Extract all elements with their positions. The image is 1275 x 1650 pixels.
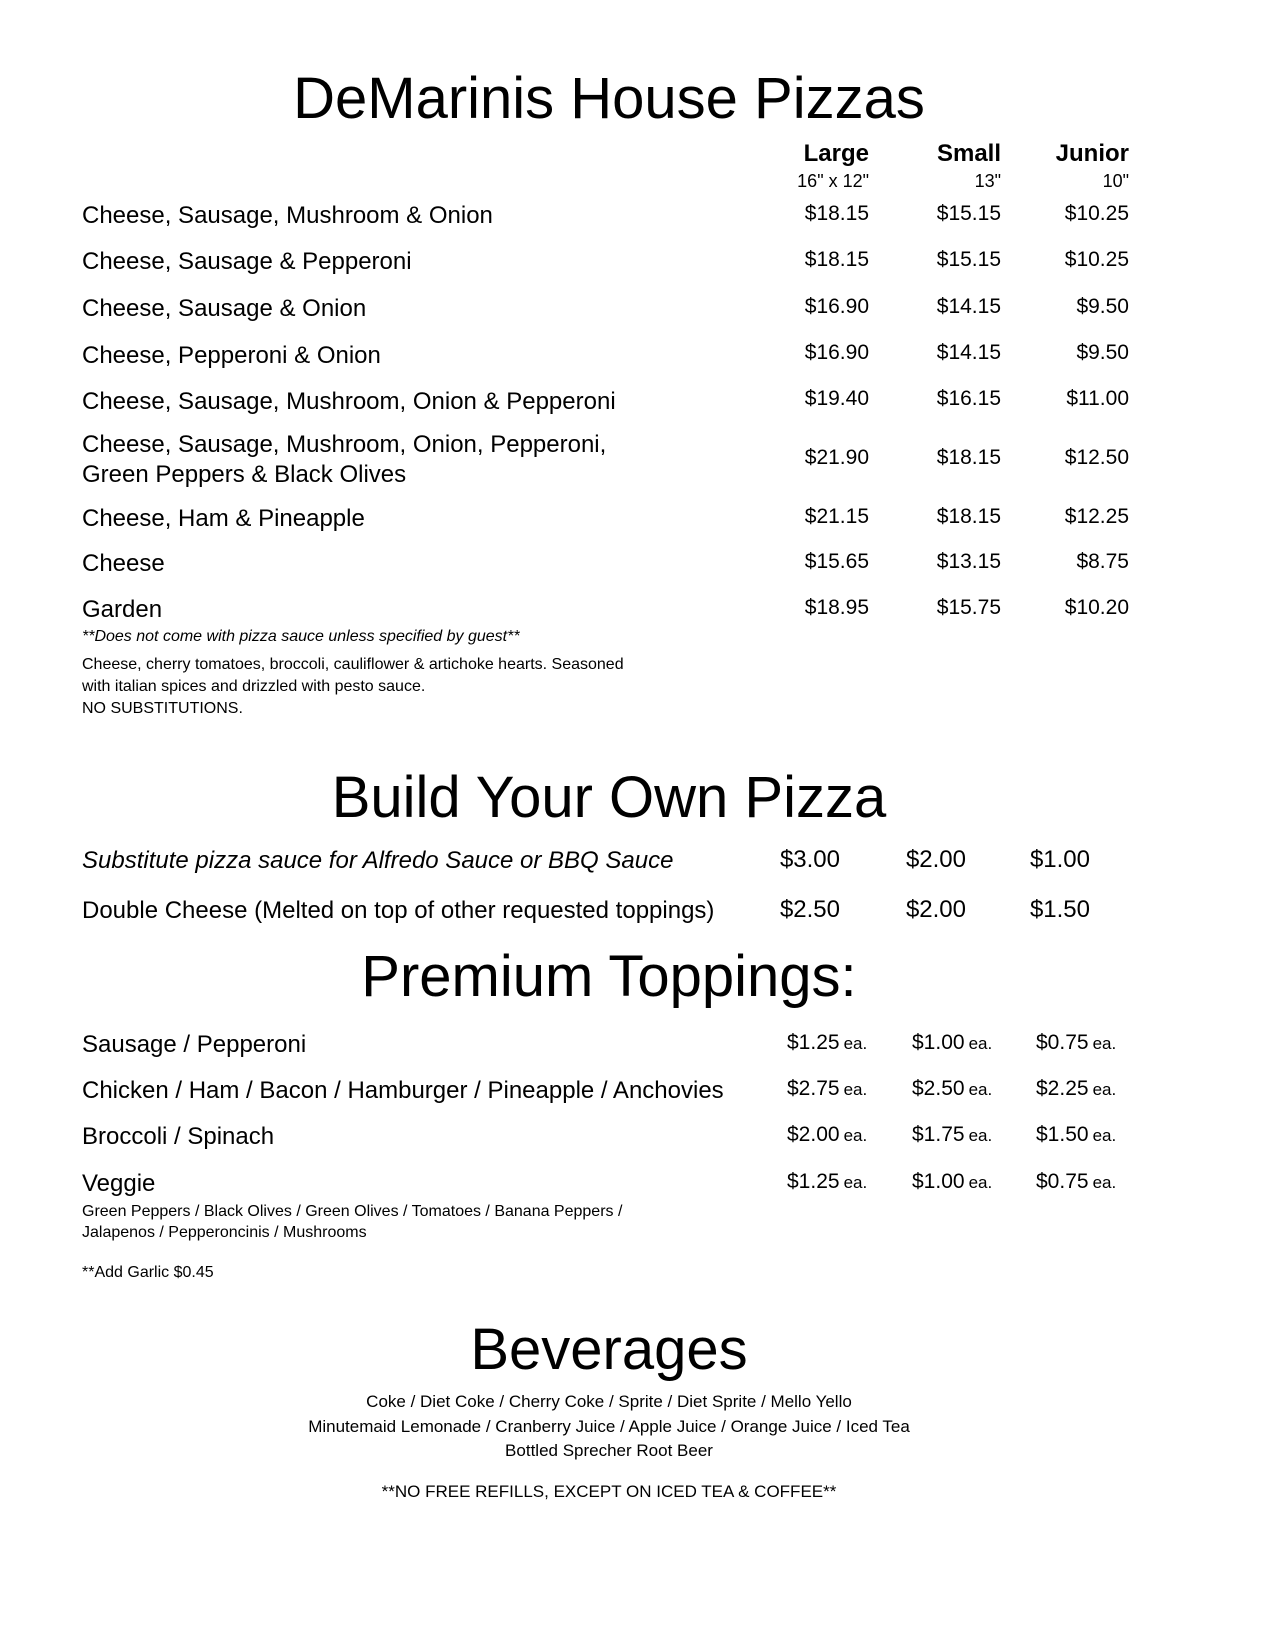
size-header-junior: Junior [1055, 140, 1129, 167]
topping-price-junior: $0.75 ea. [1036, 1031, 1117, 1054]
garden-no-substitutions: NO SUBSTITUTIONS. [82, 700, 243, 717]
topping-name: Sausage / Pepperoni [82, 1031, 307, 1058]
price-junior: $1.50 [1029, 896, 1090, 923]
veggie-list: Jalapenos / Pepperoncinis / Mushrooms [82, 1224, 367, 1241]
topping-price-large: $1.25 ea. [787, 1170, 868, 1193]
price-large: $16.90 [804, 341, 869, 364]
refill-note: **NO FREE REFILLS, EXCEPT ON ICED TEA & COFFEE** [381, 1482, 837, 1501]
price-large: $21.90 [804, 446, 869, 469]
price-small: $13.15 [936, 550, 1001, 573]
size-header-small: Small [936, 140, 1001, 167]
price-junior: $12.50 [1064, 446, 1129, 469]
price-small: $14.15 [936, 341, 1001, 364]
menu-item-name: Cheese [82, 550, 165, 577]
beverage-list: Minutemaid Lemonade / Cranberry Juice / Apple Juice / Orange Juice / Iced Tea [308, 1417, 910, 1436]
topping-price-small: $1.00 ea. [912, 1031, 993, 1054]
price-small: $2.00 [905, 896, 966, 923]
topping-price-small: $1.00 ea. [912, 1170, 993, 1193]
menu-item-name: Cheese, Sausage & Pepperoni [82, 248, 412, 275]
price-large: $16.90 [804, 295, 869, 318]
size-dims-junior: 10" [1102, 171, 1129, 191]
price-large: $18.15 [804, 248, 869, 271]
price-small: $15.75 [936, 596, 1001, 619]
price-large: $18.15 [804, 202, 869, 225]
menu-item-name-cont: Green Peppers & Black Olives [82, 461, 407, 488]
price-large: $18.95 [804, 596, 869, 619]
veggie-list: Green Peppers / Black Olives / Green Olives / Tomatoes / Banana Peppers / [82, 1203, 623, 1220]
price-junior: $10.25 [1064, 202, 1129, 225]
price-large: $21.15 [804, 505, 869, 528]
price-junior: $11.00 [1066, 387, 1129, 410]
size-dims-small: 13" [974, 171, 1001, 191]
menu-item-name: Cheese, Ham & Pineapple [82, 505, 365, 532]
price-small: $14.15 [936, 295, 1001, 318]
price-large: $3.00 [779, 846, 840, 873]
topping-name: Chicken / Ham / Bacon / Hamburger / Pineapple / Anchovies [82, 1077, 724, 1104]
menu-item-name: Cheese, Sausage & Onion [82, 295, 367, 322]
topping-price-junior: $1.50 ea. [1036, 1123, 1117, 1146]
byo-double-cheese: Double Cheese (Melted on top of other requested toppings) [82, 897, 715, 924]
topping-price-large: $2.75 ea. [787, 1077, 868, 1100]
size-dims-large: 16" x 12" [797, 171, 869, 191]
menu-item-name: Cheese, Sausage, Mushroom, Onion & Pepperoni [82, 388, 616, 415]
price-small: $18.15 [936, 446, 1001, 469]
price-junior: $12.25 [1064, 505, 1129, 528]
topping-price-junior: $0.75 ea. [1036, 1170, 1117, 1193]
price-large: $2.50 [779, 896, 840, 923]
beverages-title: Beverages [470, 1317, 748, 1382]
price-small: $15.15 [936, 202, 1001, 225]
house-pizzas-title: DeMarinis House Pizzas [293, 66, 925, 131]
price-junior: $10.25 [1064, 248, 1129, 271]
menu-item-name: Cheese, Pepperoni & Onion [82, 342, 381, 369]
price-junior: $9.50 [1076, 341, 1129, 364]
price-small: $2.00 [905, 846, 966, 873]
premium-toppings-title: Premium Toppings: [361, 944, 857, 1009]
menu-item-name: Cheese, Sausage, Mushroom & Onion [82, 202, 493, 229]
topping-price-small: $1.75 ea. [912, 1123, 993, 1146]
menu-item-name: Cheese, Sausage, Mushroom, Onion, Pepperoni, [82, 431, 607, 458]
beverage-list: Bottled Sprecher Root Beer [505, 1441, 713, 1460]
build-your-own-title: Build Your Own Pizza [331, 765, 887, 830]
price-large: $15.65 [804, 550, 869, 573]
garden-sauce-note: **Does not come with pizza sauce unless specified by guest** [82, 628, 520, 645]
price-small: $16.15 [936, 387, 1001, 410]
price-small: $15.15 [936, 248, 1001, 271]
byo-sauce-substitute: Substitute pizza sauce for Alfredo Sauce or BBQ Sauce [82, 847, 674, 874]
topping-price-large: $2.00 ea. [787, 1123, 868, 1146]
price-small: $18.15 [936, 505, 1001, 528]
price-junior: $9.50 [1076, 295, 1129, 318]
topping-name: Veggie [82, 1170, 156, 1197]
add-garlic-note: **Add Garlic $0.45 [82, 1264, 214, 1281]
topping-price-junior: $2.25 ea. [1036, 1077, 1117, 1100]
size-header-large: Large [803, 140, 869, 167]
price-junior: $8.75 [1076, 550, 1129, 573]
garden-description: with italian spices and drizzled with pesto sauce. [82, 678, 426, 695]
menu-item-name: Garden [82, 596, 163, 623]
topping-price-small: $2.50 ea. [912, 1077, 993, 1100]
beverage-list: Coke / Diet Coke / Cherry Coke / Sprite / Diet Sprite / Mello Yello [366, 1392, 852, 1411]
price-junior: $1.00 [1029, 846, 1090, 873]
topping-price-large: $1.25 ea. [787, 1031, 868, 1054]
topping-name: Broccoli / Spinach [82, 1123, 275, 1150]
garden-description: Cheese, cherry tomatoes, broccoli, cauliflower & artichoke hearts. Seasoned [82, 656, 624, 673]
price-large: $19.40 [804, 387, 869, 410]
price-junior: $10.20 [1064, 596, 1129, 619]
